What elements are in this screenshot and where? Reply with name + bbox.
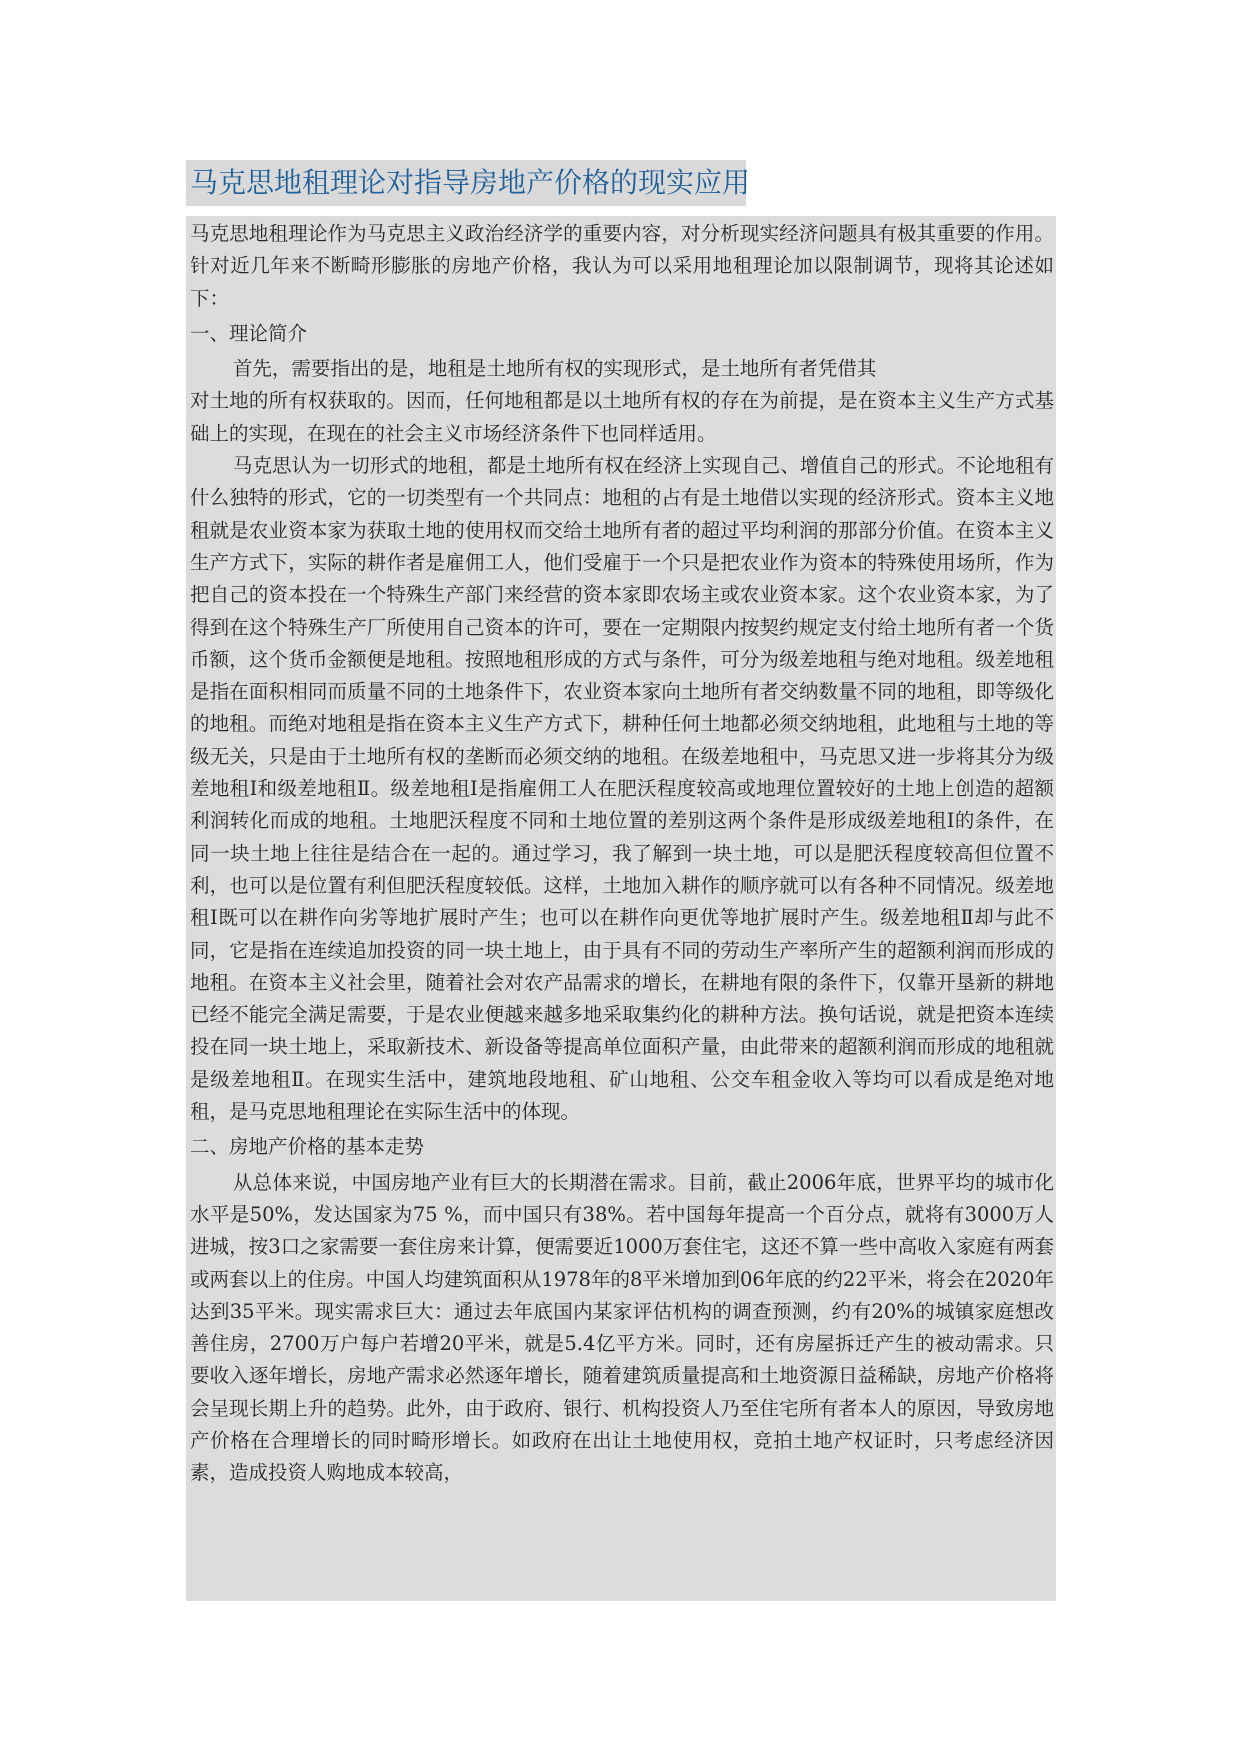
section-heading-theory: 一、理论简介 [190, 321, 308, 345]
paragraph-theory-line1: 首先，需要指出的是，地租是土地所有权的实现形式，是土地所有者凭借其 [232, 357, 877, 381]
paragraph-price-trend: 从总体来说，中国房地产业有巨大的长期潜在需求。目前，截止2006年底，世界平均的城市化水平是50%，发达国家为75 %，而中国只有38%。若中国每年提高一个百分点，就将有3000万人进城，按3口之家需要一套住房来计算，便需要近1000万套住宅，这还不算一些中高收入家庭有两套或两套以上的住房。中国人均建筑面积从1978年的8平米增加到06年底的约22平米，将会在2020年达到35平米。现实需求巨大：通过去年底国内某家评估机构的调查预测，约有20%的城镇家庭想改善住房，2700万户每户若增20平米，就是5.4亿平方米。同时，还有房屋拆迁产生的被动需求。只要收入逐年增长，房地产需求必然逐年增长，随着建筑质量提高和土地资源日益稀缺，房地产价格将会呈现长期上升的趋势。此外，由于政府、银行、机构投资人乃至住宅所有者本人的原因，导致房地产价格在合理增长的同时畸形增长。如政府在出让土地使用权，竞拍土地产权证时，只考虑经济因素，造成投资人购地成本较高， [190, 1170, 1054, 1485]
paragraph-marx-rent: 马克思认为一切形式的地租，都是土地所有权在经济上实现自己、增值自己的形式。不论地租有什么独特的形式，它的一切类型有一个共同点：地租的占有是土地借以实现的经济形式。资本主义地租就是农业资本家为获取土地的使用权而交给土地所有者的超过平均利润的那部分价值。在资本主义生产方式下，实际的耕作者是雇佣工人，他们受雇于一个只是把农业作为资本的特殊使用场所，作为把自己的资本投在一个特殊生产部门来经营的资本家即农场主或农业资本家。这个农业资本家，为了得到在这个特殊生产厂所使用自己资本的许可，要在一定期限内按契约规定支付给土地所有者一个货币额，这个货币金额便是地租。按照地租形成的方式与条件，可分为级差地租与绝对地租。级差地租是指在面积相同而质量不同的土地条件下，农业资本家向土地所有者交纳数量不同的地租，即等级化的地租。而绝对地租是指在资本主义生产方式下，耕种任何土地都必须交纳地租，此地租与土地的等级无关，只是由于土地所有权的垄断而必须交纳的地租。在级差地租中，马克思又进一步将其分为级差地租Ⅰ和级差地租Ⅱ。级差地租Ⅰ是指雇佣工人在肥沃程度较高或地理位置较好的土地上创造的超额利润转化而成的地租。土地肥沃程度不同和土地位置的差别这两个条件是形成级差地租Ⅰ的条件，在同一块土地上往往是结合在一起的。通过学习，我了解到一块土地，可以是肥沃程度较高但位置不利，也可以是位置有利但肥沃程度较低。这样，土地加入耕作的顺序就可以有各种不同情况。级差地租Ⅰ既可以在耕作向劣等地扩展时产生；也可以在耕作向更优等地扩展时产生。级差地租Ⅱ却与此不同，它是指在连续追加投资的同一块土地上，由于具有不同的劳动生产率所产生的超额利润而形成的地租。在资本主义社会里，随着社会对农产品需求的增长，在耕地有限的条件下，仅靠开垦新的耕地已经不能完全满足需要，于是农业便越来越多地采取集约化的耕种方法。换句话说，就是把资本连续投在同一块土地上，采取新技术、新设备等提高单位面积产量，由此带来的超额利润而形成的地租就是级差地租Ⅱ。在现实生活中，建筑地段地租、矿山地租、公交车租金收入等均可以看成是绝对地租，是马克思地租理论在实际生活中的体现。 [190, 454, 1054, 1124]
intro-paragraph: 马克思地租理论作为马克思主义政治经济学的重要内容，对分析现实经济问题具有极其重要的作用。针对近几年来不断畸形膨胀的房地产价格，我认为可以采用地租理论加以限制调节，现将其论述如下： [190, 222, 1054, 310]
document-title: 马克思地租理论对指导房地产价格的现实应用 [190, 166, 751, 199]
section-heading-trend: 二、房地产价格的基本走势 [190, 1135, 425, 1159]
document-body [190, 218, 1054, 1490]
paragraph-theory-rest: 对土地的所有权获取的。因而，任何地租都是以土地所有权的存在为前提，是在资本主义生产方式基础上的实现，在现在的社会主义市场经济条件下也同样适用。 [190, 389, 1054, 445]
